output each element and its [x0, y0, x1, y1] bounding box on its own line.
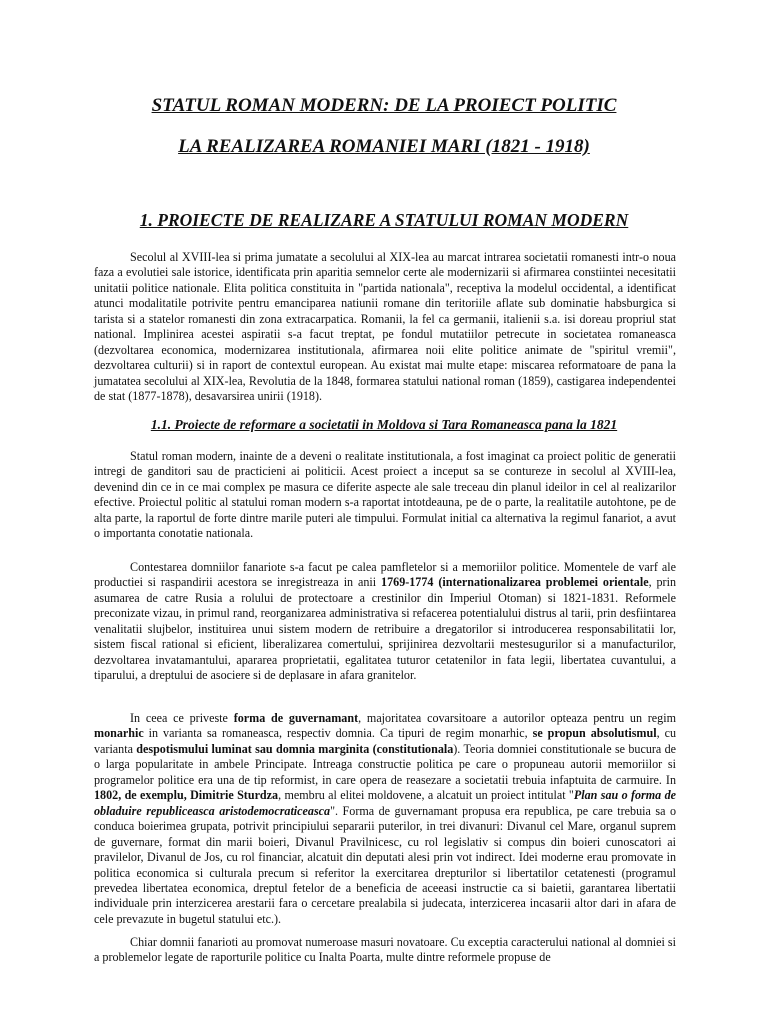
p3-text-c: , majoritatea covarsitoare a autorilor opteaza pentru un regim — [358, 711, 676, 725]
document-title-line-2: LA REALIZAREA ROMANIEI MARI (1821 - 1918) — [178, 136, 590, 157]
section-1-paragraph-1: Secolul al XVIII-lea si prima jumatate a secolului al XIX-lea au marcat intrarea societatii romanesti intr-o noua faza a evolutiei sale istorice, identificata prin aparitia semnelor certe ale modernizarii si afirmarea constiintei necesitatii unitatii politice nationale. Elita politica constituita in "partida nationala", receptiva la modelul occidental, a identificat atunci modalitatile potrivite pentru emanciparea natiunii romane din teritoriile aflate sub dominatie habsburgica si tarista si a statelor romanesti din zona extracarpatica. Romanii, la fel ca germanii, italienii s.a. isi doreau propriul stat national. Implinirea acestei aspiratii s-a facut treptat, pe fondul mutatiilor petrecute in societatea romaneasca (dezvoltarea economica, modernizarea institutionala, afirmarea noii elite politice animate de "spiritul vremii", dezvoltarea culturii) si in raport de contextul european. Au existat mai multe etape: miscarea reformatoare de pana la jumatatea secolului al XIX-lea, Revolutia de la 1848, formarea statului national roman (1859), castigarea independentei de stat (1877-1878), desavarsirea unirii (1918). — [94, 250, 676, 404]
p3-bold-absolutism: se propun absolutismul — [532, 726, 657, 741]
document-title-line-1: STATUL ROMAN MODERN: DE LA PROIECT POLITIC — [151, 95, 617, 116]
p3-bold-forma: forma de guvernamant — [233, 711, 359, 725]
p2-text-c: , prin asumarea de catre Rusia a rolului de protectoare a crestinilor din Imperiul Otoman) si 1821-1831. Reformele preconizate vizau, in primul rand, reorganizarea administrativa si refacerea potentialului distrus al tarii, prin desfiintarea venalitatii slujbelor, instituirea unui sistem modern de retribuire a dregatorilor si introducerea responsabilitatii lor, sistem fiscal rational si eficient, liberalizarea comertului, sprijinirea dezvoltarii mestesugurilor si a manufacturilor, dezvoltarea invatamantului, apararea proprietatii, egalitatea tuturor cetatenilor in fata legii, libertatea cuvantului, a tiparului, a dreptului de asociere si de deplasare in afara granitelor. — [94, 575, 676, 683]
section-1-1-heading: 1.1. Proiecte de reformare a societatii in Moldova si Tara Romaneasca pana la 1821 — [150, 417, 618, 432]
p3-bold-sturdza: 1802, de exemplu, Dimitrie Sturdza — [94, 788, 279, 803]
section-1-1-paragraph-2 — [94, 560, 676, 684]
p3-text-g: , cu varianta — [94, 726, 676, 756]
p3-text-m: ". Forma de guvernamant propusa era republica, pe care trebuia sa o conduca boierimea grupata, potrivit principiului separarii puterilor, in trei divanuri: Divanul cel Mare, organul suprem de guvernare, format din marii boieri, Divanul Pravilnicesc, cu rol legislativ si compus din boieri cunoscatori ai pravilelor, Divanul de Jos, cu rol financiar, alcatuit din deputati alesi prin vot indirect. Idei moderne erau promovate in politica economica si culturala precum si referitor la exercitarea drepturilor si libertatilor cetatenesti (programul prevedea libertatea economica, dreptul fetelor de a beneficia de aceeasi instructie ca si baietii, garantarea libertatii individuale prin interzicerea arestarii fara o cercetare prealabila si judecata, interzicerea incasarii altor dari in afara de cele prevazute in bugetul statului etc.). — [94, 803, 676, 926]
p3-bold-italic-plan: Plan sau o forma de obladuire republiceasca aristodemocraticeasca — [94, 788, 676, 818]
p3-text-i: ). Teoria domniei constitutionale se bucura de o larga popularitate in ambele Principate. Intreaga constructie politica pe care o propuneau autorii memoriilor si programelor politice era una de tip reformist, in care opera de reasezare a societatii trebuia infaptuita de carmuire. In — [94, 741, 677, 787]
p3-text-a: In ceea ce priveste — [130, 711, 234, 725]
section-1-1-paragraph-4: Chiar domnii fanarioti au promovat numeroase masuri novatoare. Cu exceptia caracterului national al domniei si a problemelor legate de raporturile politice cu Inalta Poarta, multe dintre reformele propuse de — [94, 935, 676, 965]
section-1-1-paragraph-3 — [94, 711, 676, 927]
p2-text-a: Contestarea domniilor fanariote s-a facut pe calea pamfletelor si a memoriilor politice. Momentele de varf ale productiei si raspandirii acestora se inregistreaza in anii — [94, 560, 676, 590]
p2-bold-period: 1769-1774 (internationalizarea problemei orientale — [381, 575, 649, 590]
p3-bold-despotism: despotismului luminat sau domnia marginita (constitutionala — [136, 741, 454, 756]
p3-bold-monarhic: monarhic — [94, 726, 144, 741]
section-1-1-paragraph-1: Statul roman modern, inainte de a deveni o realitate institutionala, a fost imaginat ca proiect politic de generatii intregi de ganditori sau de practicieni ai politicii. Acest proiect a inceput sa se contureze in secolul al XVIII-lea, devenind din ce in ce mai complex pe masura ce diferite aspecte ale sale treceau din planul ideilor in cel al realizarilor efective. Proiectul politic al statului roman modern s-a raportat intotdeauna, pe de o parte, la realitatile autohtone, pe de alta parte, la raportul de forte dintre marile puteri ale timpului. Formulat initial ca alternativa la regimul fanariot, a avut o importanta conotatie nationala. — [94, 449, 676, 541]
p3-text-k: , membru al elitei moldovene, a alcatuit un proiect intitulat " — [278, 788, 574, 803]
section-1-heading: 1. PROIECTE DE REALIZARE A STATULUI ROMAN MODERN — [139, 210, 629, 230]
p3-text-e: in varianta sa romaneasca, respectiv domnia. Ca tipuri de regim monarhic, — [143, 726, 533, 741]
